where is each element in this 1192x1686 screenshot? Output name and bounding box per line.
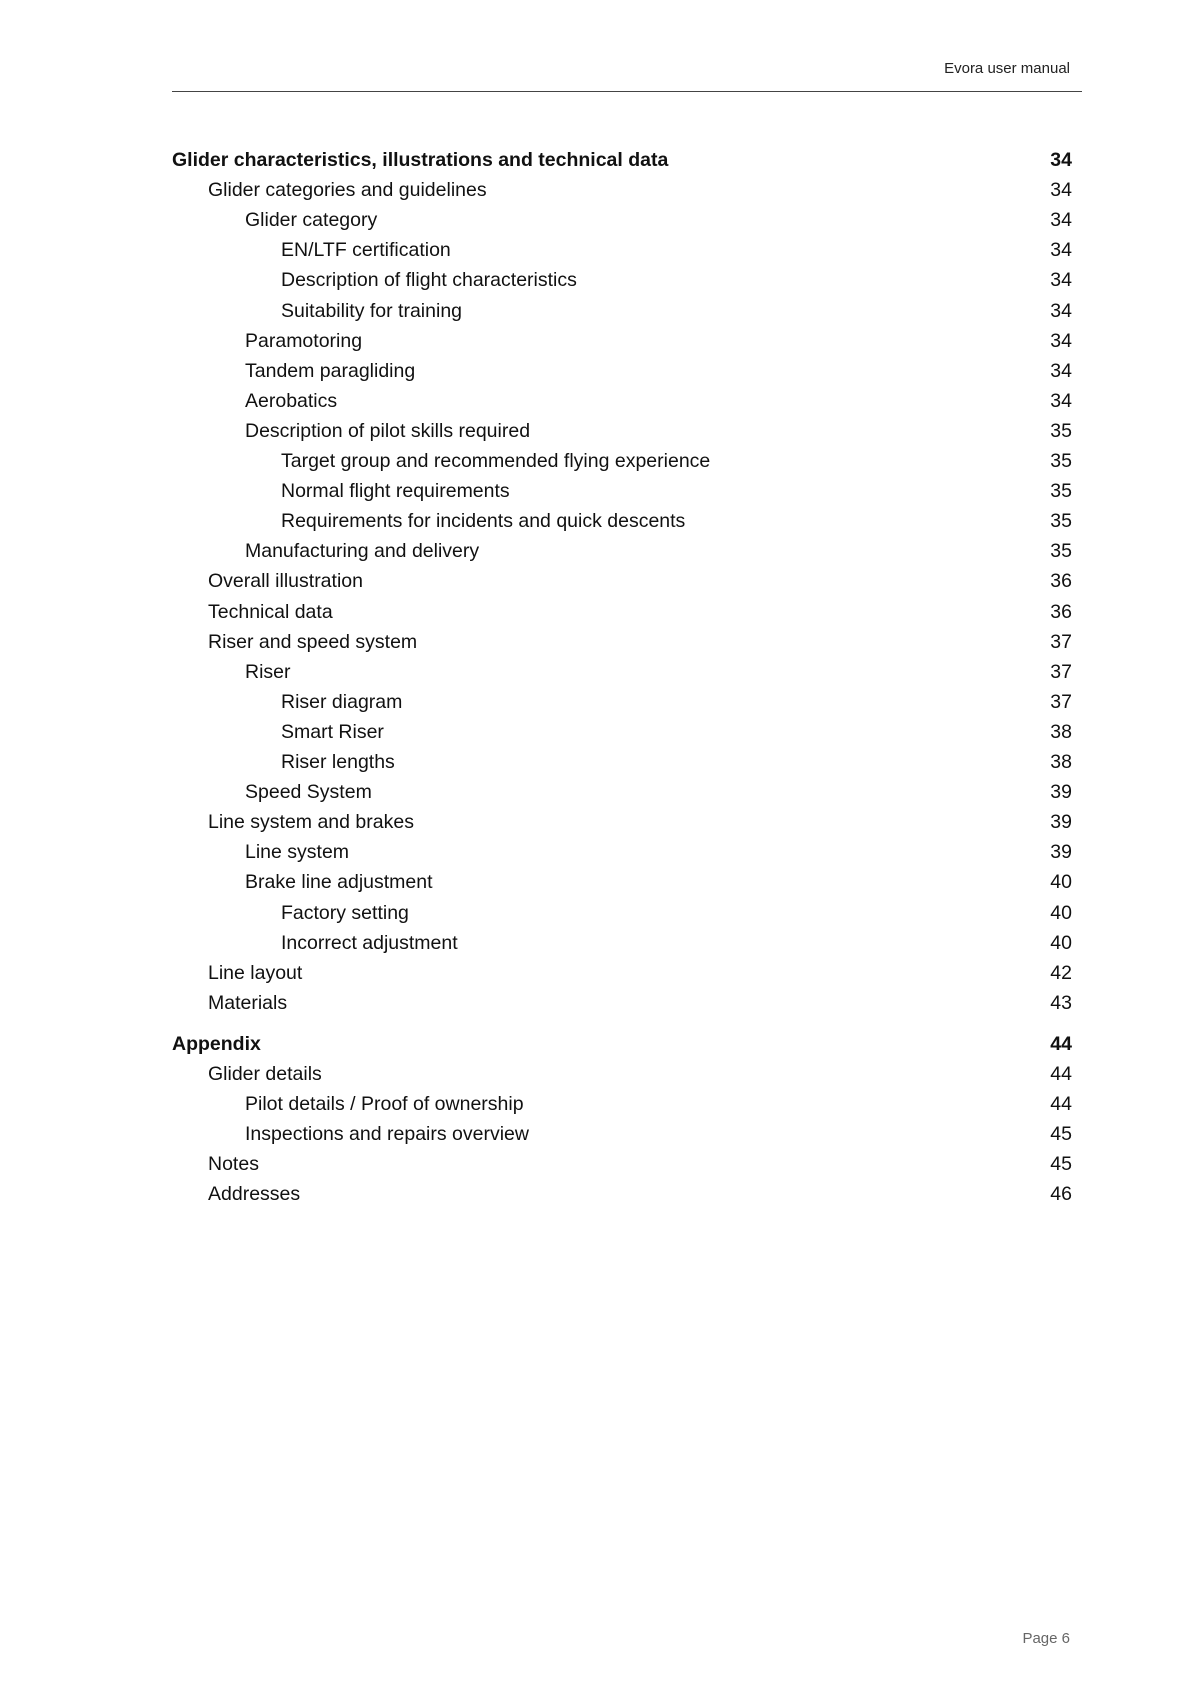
toc-entry-title: Incorrect adjustment — [281, 931, 458, 954]
toc-entry-title: Normal flight requirements — [281, 480, 510, 503]
page-number: Page 6 — [1022, 1630, 1070, 1647]
toc-entry-page: 42 — [1050, 961, 1072, 984]
toc-entry-page: 37 — [1050, 630, 1072, 653]
toc-entry[interactable] — [172, 1059, 1072, 1089]
toc-entry-page: 34 — [1050, 299, 1072, 322]
toc-entry[interactable] — [172, 837, 1072, 867]
toc-entry[interactable] — [172, 867, 1072, 897]
toc-entry-page: 37 — [1050, 660, 1072, 683]
toc-entry-page: 34 — [1050, 269, 1072, 292]
toc-entry[interactable] — [172, 597, 1072, 627]
toc-entry-page: 34 — [1050, 209, 1072, 232]
toc-entry-title: Glider category — [245, 209, 378, 232]
toc-entry-page: 35 — [1050, 510, 1072, 533]
toc-entry-title: Manufacturing and delivery — [245, 540, 480, 563]
toc-entry-page: 44 — [1050, 1032, 1072, 1055]
toc-entry[interactable] — [172, 807, 1072, 837]
toc-entry[interactable] — [172, 386, 1072, 416]
toc-entry[interactable] — [172, 356, 1072, 386]
toc-entry[interactable] — [172, 476, 1072, 506]
toc-entry-page: 36 — [1050, 600, 1072, 623]
toc-entry-title: Line layout — [208, 961, 303, 984]
toc-entry-page: 40 — [1050, 931, 1072, 954]
toc-entry-title: Notes — [208, 1153, 259, 1176]
toc-entry[interactable] — [172, 296, 1072, 326]
toc-entry-title: Smart Riser — [281, 720, 384, 743]
toc-entry-title: Materials — [208, 991, 288, 1014]
toc-entry[interactable] — [172, 1179, 1072, 1209]
toc-entry-title: Glider characteristics, illustrations and technical data — [172, 149, 669, 171]
toc-entry-title: Inspections and repairs overview — [245, 1123, 529, 1146]
toc-entry-title: Addresses — [208, 1183, 301, 1206]
toc-entry[interactable] — [172, 175, 1072, 205]
toc-entry[interactable] — [172, 777, 1072, 807]
toc-entry-title: Speed System — [245, 781, 372, 804]
toc-entry-title: Line system — [245, 841, 350, 864]
toc-entry-title: Paramotoring — [245, 329, 363, 352]
toc-entry-page: 34 — [1050, 389, 1072, 412]
toc-entry-title: Brake line adjustment — [245, 871, 433, 894]
toc-entry-page: 40 — [1050, 871, 1072, 894]
toc-entry-title: Riser and speed system — [208, 630, 418, 653]
toc-entry[interactable] — [172, 566, 1072, 596]
toc-entry-title: Glider categories and guidelines — [208, 179, 487, 202]
toc-entry-page: 38 — [1050, 720, 1072, 743]
toc-entry-page: 45 — [1050, 1123, 1072, 1146]
toc-entry[interactable] — [172, 928, 1072, 958]
toc-entry-title: Requirements for incidents and quick descents — [281, 510, 686, 533]
toc-entry-title: EN/LTF certification — [281, 239, 451, 262]
toc-entry-title: Pilot details / Proof of ownership — [245, 1093, 524, 1116]
toc-entry-page: 38 — [1050, 751, 1072, 773]
toc-entry-page: 36 — [1050, 570, 1072, 593]
toc-entry-title: Overall illustration — [208, 570, 363, 593]
toc-entry[interactable] — [172, 1089, 1072, 1119]
toc-entry-title: Riser diagram — [281, 690, 403, 713]
toc-entry[interactable] — [172, 1149, 1072, 1179]
toc-entry[interactable] — [172, 235, 1072, 265]
toc-entry-page: 40 — [1050, 901, 1072, 924]
toc-entry-page: 34 — [1050, 149, 1072, 171]
toc-entry[interactable] — [172, 536, 1072, 566]
toc-entry-page: 46 — [1050, 1183, 1072, 1206]
toc-entry-page: 37 — [1050, 690, 1072, 713]
toc-entry[interactable] — [172, 717, 1072, 747]
toc-entry-title: Riser — [245, 660, 291, 683]
toc-entry-page: 34 — [1050, 359, 1072, 382]
toc-entry-page: 34 — [1050, 239, 1072, 262]
toc-entry[interactable] — [172, 627, 1072, 657]
toc-entry[interactable] — [172, 687, 1072, 717]
toc-entry[interactable] — [172, 988, 1072, 1018]
toc-entry-title: Target group and recommended flying experience — [281, 450, 711, 472]
toc-entry-page: 44 — [1050, 1063, 1072, 1085]
toc-entry-page: 44 — [1050, 1093, 1072, 1116]
toc-entry-title: Aerobatics — [245, 389, 338, 412]
toc-entry[interactable] — [172, 326, 1072, 356]
toc-entry-title: Appendix — [172, 1032, 261, 1055]
toc-entry-page: 34 — [1050, 329, 1072, 352]
toc-entry[interactable] — [172, 747, 1072, 777]
toc-entry-page: 35 — [1050, 480, 1072, 503]
toc-entry[interactable] — [172, 1119, 1072, 1149]
toc-entry-page: 35 — [1050, 540, 1072, 563]
document-title: Evora user manual — [944, 60, 1070, 77]
toc-entry[interactable] — [172, 205, 1072, 235]
toc-entry-page: 39 — [1050, 781, 1072, 804]
toc-entry-page: 39 — [1050, 811, 1072, 834]
toc-entry-page: 39 — [1050, 841, 1072, 864]
toc-entry-title: Glider details — [208, 1063, 322, 1085]
toc-entry[interactable] — [172, 898, 1072, 928]
toc-entry[interactable] — [172, 506, 1072, 536]
toc-entry-page: 34 — [1050, 179, 1072, 202]
toc-entry[interactable] — [172, 657, 1072, 687]
toc-entry-title: Line system and brakes — [208, 811, 414, 834]
toc-entry-title: Riser lengths — [281, 751, 395, 773]
header-divider — [172, 91, 1082, 92]
toc-entry-title: Factory setting — [281, 901, 409, 924]
toc-entry-page: 35 — [1050, 450, 1072, 472]
toc-entry[interactable] — [172, 446, 1072, 476]
toc-entry[interactable] — [172, 958, 1072, 988]
toc-entry[interactable] — [172, 416, 1072, 446]
toc-entry-title: Suitability for training — [281, 299, 463, 322]
toc-chapter-entry[interactable] — [172, 145, 1072, 175]
toc-entry-title: Description of pilot skills required — [245, 419, 531, 442]
toc-chapter-entry[interactable] — [172, 1029, 1072, 1059]
toc-entry-page: 35 — [1050, 419, 1072, 442]
toc-entry-page: 43 — [1050, 991, 1072, 1014]
toc-entry-title: Description of flight characteristics — [281, 269, 577, 292]
toc-entry[interactable] — [172, 265, 1072, 295]
toc-entry-title: Technical data — [208, 600, 333, 623]
toc-entry-title: Tandem paragliding — [245, 359, 416, 382]
toc-entry-page: 45 — [1050, 1153, 1072, 1176]
